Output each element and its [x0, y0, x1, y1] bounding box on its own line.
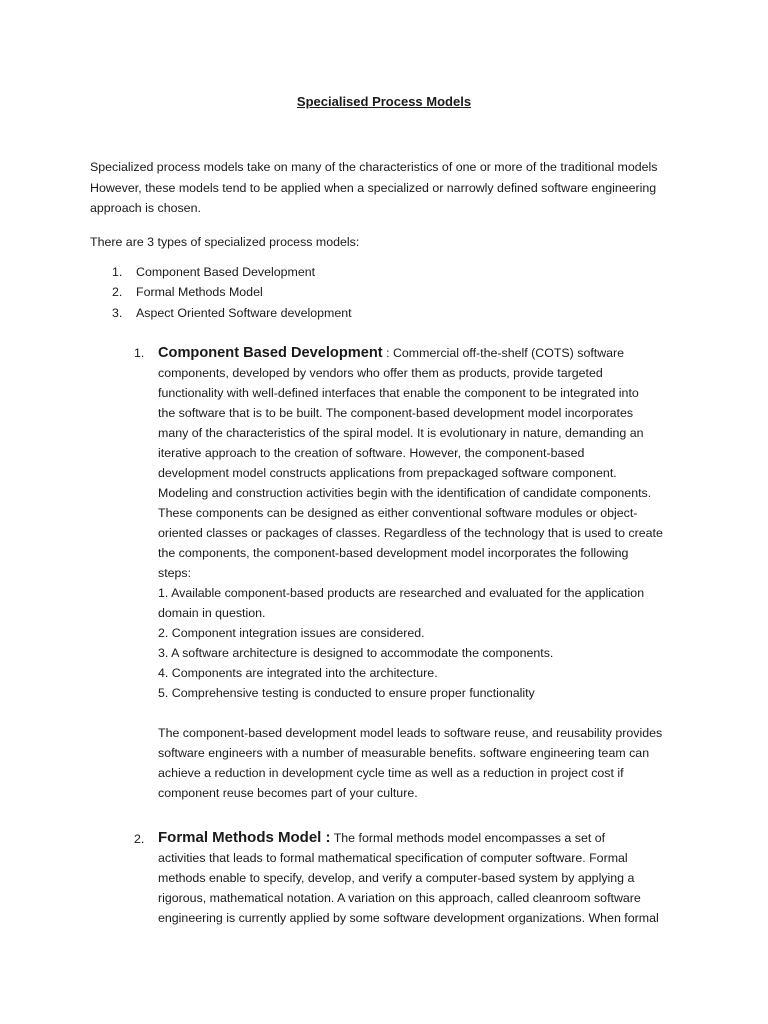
list-item: [112, 262, 352, 282]
heading-separator: :: [382, 346, 390, 360]
section-line: functionality with well-defined interfaces that enable the component to be integrated into: [158, 386, 639, 400]
list-label: Formal Methods Model: [136, 285, 263, 300]
section-line: engineering is currently applied by some software development organizations. When formal: [158, 911, 659, 925]
section-heading: Formal Methods Model :: [158, 829, 331, 846]
section-line: methods enable to specify, develop, and verify a computer-based system by applying a: [158, 871, 635, 885]
section-line: iterative approach to the creation of software. However, the component-based: [158, 446, 585, 460]
intro-line: However, these models tend to be applied when a specialized or narrowly defined software engineering: [90, 180, 657, 195]
section-line: These components can be designed as either conventional software modules or object-: [158, 506, 638, 520]
section-heading: Component Based Development: [158, 345, 383, 361]
list-label: Aspect Oriented Software development: [136, 305, 352, 320]
section-line: the software that is to be built. The component-based development model incorporates: [158, 406, 634, 420]
section-line: The component-based development model leads to software reuse, and reusability provides: [158, 726, 663, 740]
section-line: component reuse becomes part of your culture.: [158, 786, 418, 800]
list-number: 2.: [112, 285, 123, 300]
intro-line: Specialized process models take on many of the characteristics of one or more of the traditional models: [90, 160, 658, 174]
section-line: steps:: [158, 566, 192, 580]
list-item: [112, 303, 352, 323]
section-body: [158, 343, 698, 803]
section-line: 3. A software architecture is designed to accommodate the components.: [158, 646, 554, 660]
section-number: 2.: [134, 832, 145, 846]
section-first-line: [158, 343, 698, 363]
section-line: rigorous, mathematical notation. A variation on this approach, called cleanroom software: [158, 891, 641, 905]
section-line: the components, the component-based development model incorporates the following: [158, 546, 629, 560]
section-line: 4. Components are integrated into the architecture.: [158, 666, 438, 680]
document-title: Specialised Process Models: [296, 94, 472, 109]
section-line: 1. Available component-based products are researched and evaluated for the application: [158, 586, 645, 600]
list-item: [112, 282, 352, 302]
section-line: 5. Comprehensive testing is conducted to ensure proper functionality: [158, 686, 535, 700]
section-line: 2. Component integration issues are considered.: [158, 626, 425, 640]
section-line: domain in question.: [158, 606, 266, 620]
section-number: 1.: [134, 346, 145, 360]
intro-line: approach is chosen.: [90, 201, 201, 215]
section-line: components, developed by vendors who offer them as products, provide targeted: [158, 366, 603, 380]
section-line: achieve a reduction in development cycle time as well as a reduction in project cost if: [158, 766, 624, 780]
list-label: Component Based Development: [136, 265, 316, 279]
intro-paragraph: [90, 157, 690, 219]
section-line: Modeling and construction activities begin with the identification of candidate components.: [158, 486, 652, 500]
types-intro: There are 3 types of specialized process models:: [90, 235, 360, 249]
section-line: oriented classes or packages of classes. Regardless of the technology that is used to create: [158, 526, 663, 540]
section-first-line: [158, 828, 698, 848]
list-number: 1.: [112, 265, 123, 279]
section-first-line-text: Commercial off-the-shelf (COTS) software: [389, 346, 625, 360]
list-number: 3.: [112, 305, 123, 320]
section-body: [158, 828, 698, 928]
types-list: [112, 262, 352, 323]
section-first-line-text: The formal methods model encompasses a set of: [330, 831, 606, 845]
section-line: activities that leads to formal mathematical specification of computer software. Formal: [158, 851, 628, 865]
section-line: software engineers with a number of measurable benefits. software engineering team can: [158, 746, 650, 760]
section-line: many of the characteristics of the spiral model. It is evolutionary in nature, demanding an: [158, 426, 644, 440]
section-line: development model constructs applications from prepackaged software component.: [158, 466, 617, 480]
